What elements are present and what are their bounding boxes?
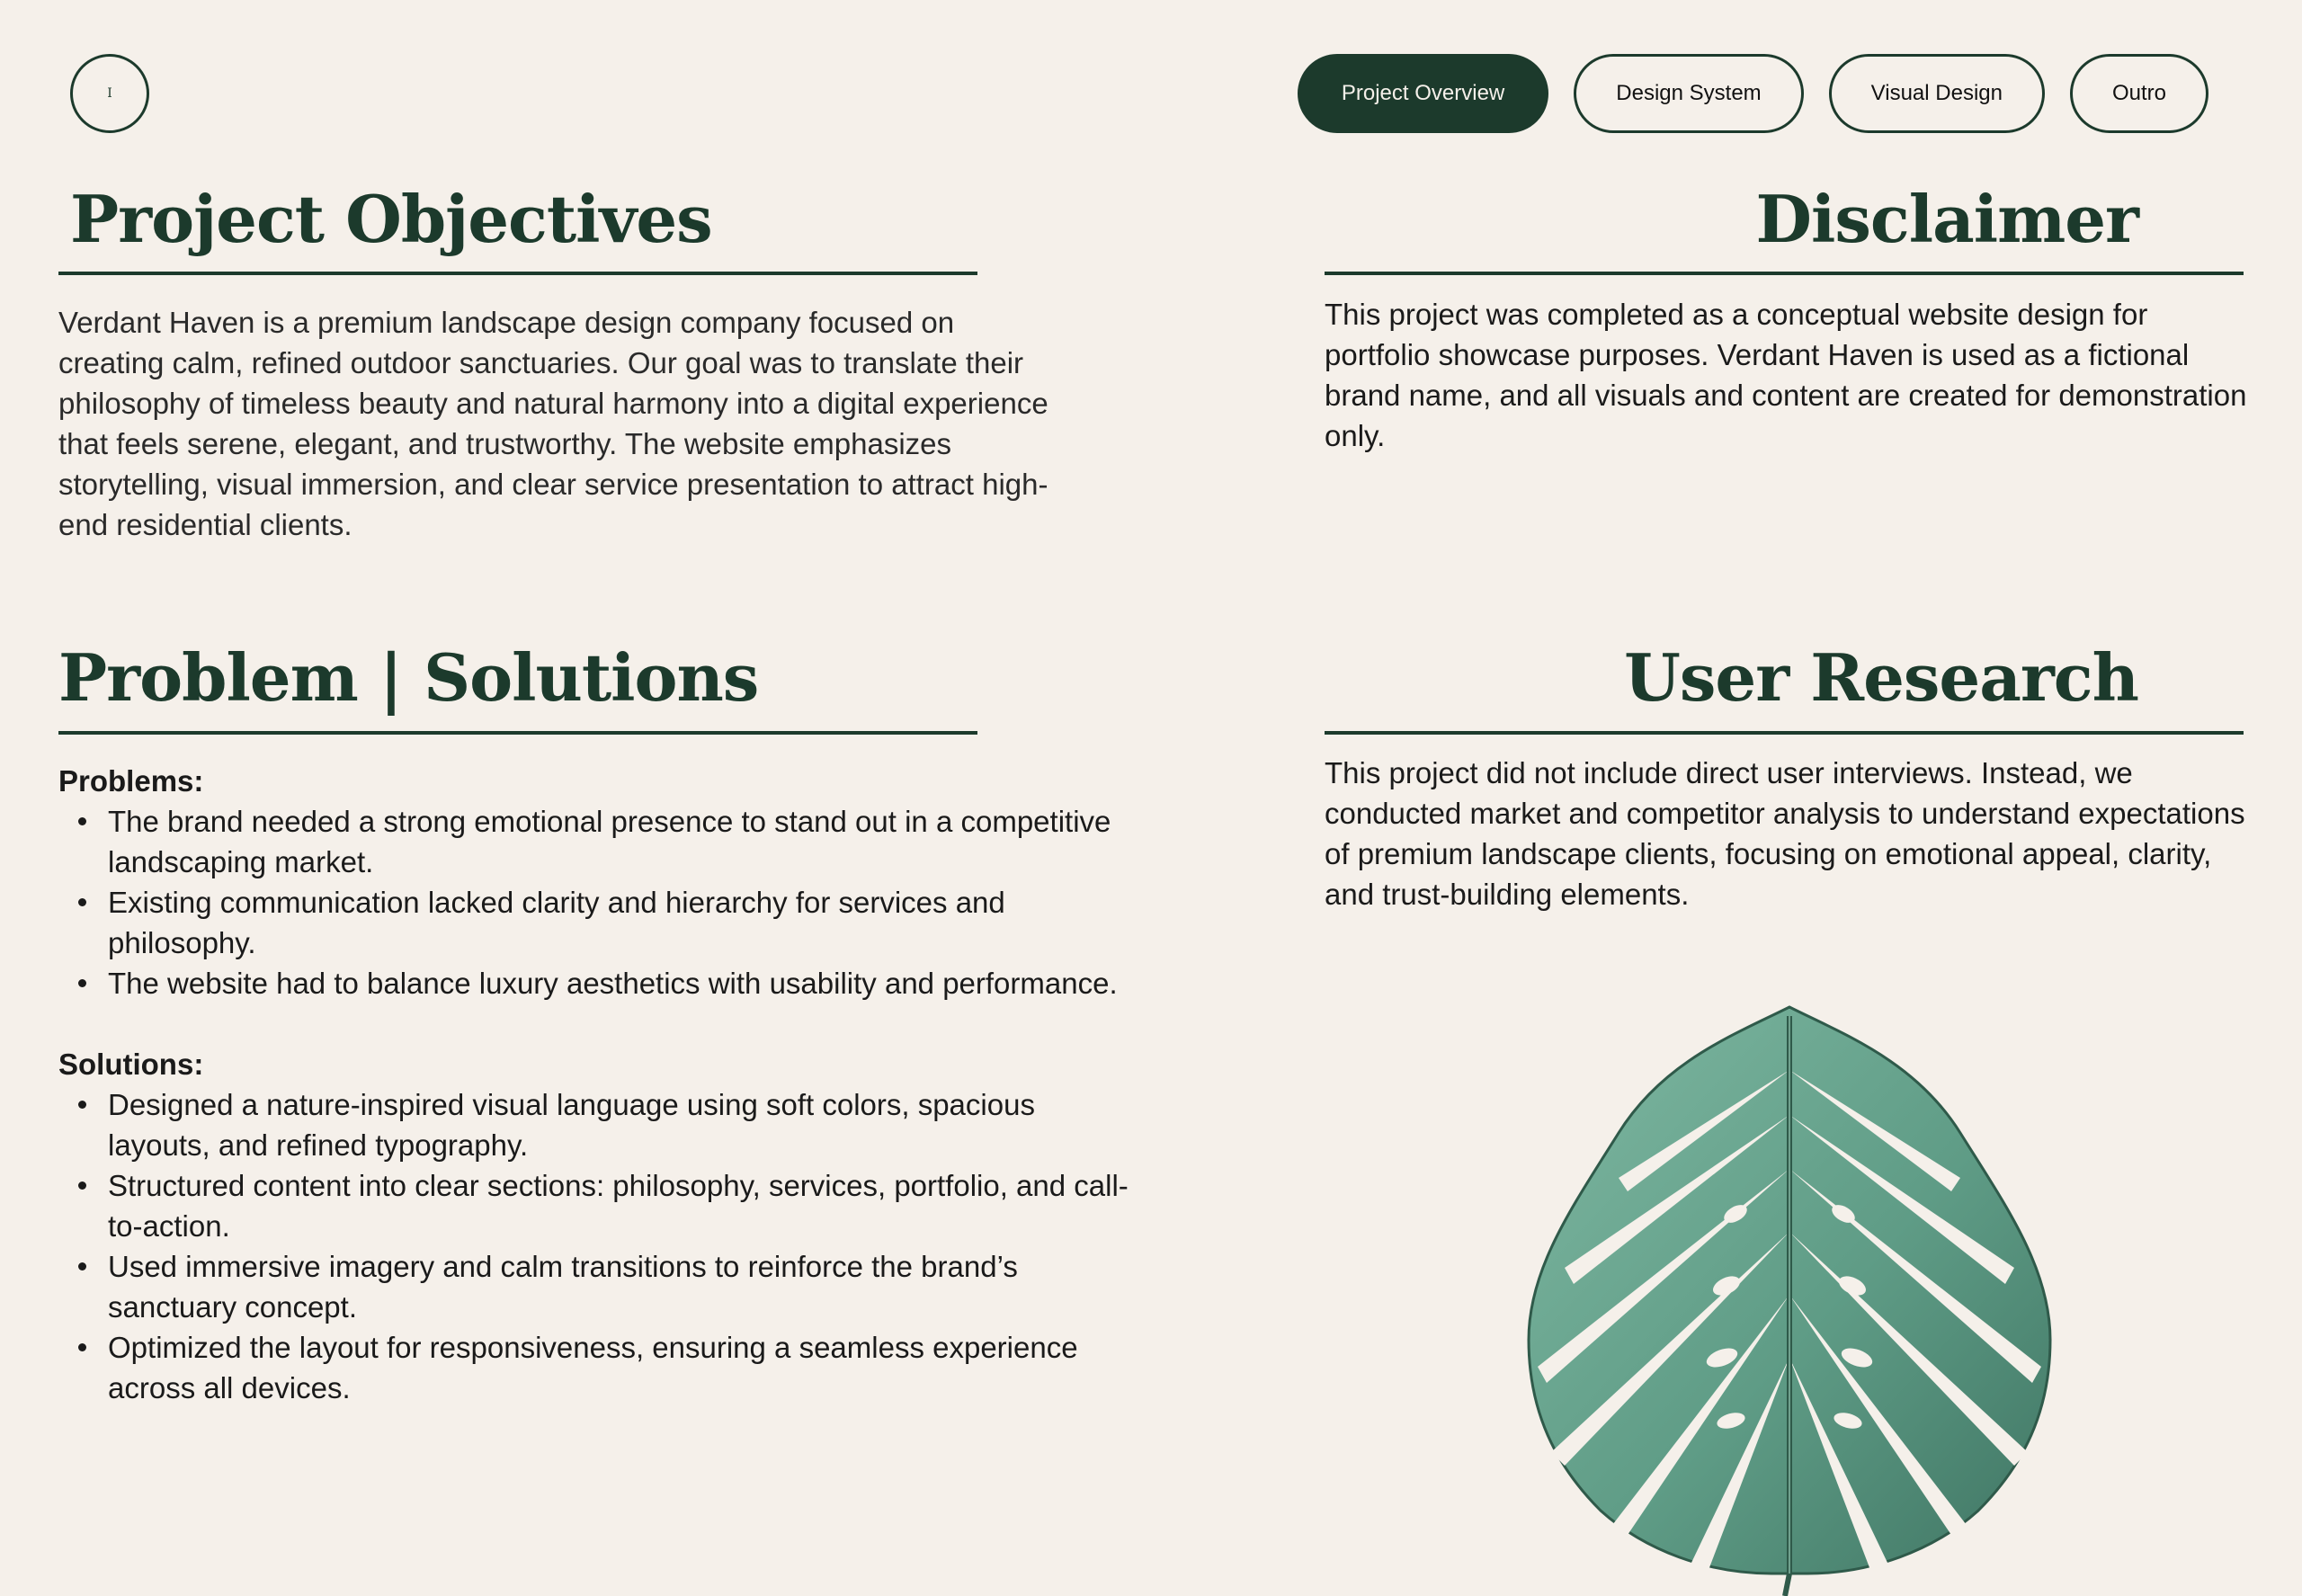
monstera-leaf-icon	[1511, 998, 2068, 1596]
page-number-badge: I	[70, 54, 149, 133]
nav-visual-design-button[interactable]: Visual Design	[1829, 54, 2045, 133]
problems-label: Problems:	[58, 764, 204, 798]
list-item: Structured content into clear sections: philosophy, services, portfolio, and call-to-action.	[58, 1165, 1138, 1246]
nav-design-system-button[interactable]: Design System	[1574, 54, 1803, 133]
problem-solutions-divider	[58, 731, 977, 735]
list-item: Used immersive imagery and calm transitions to reinforce the brand’s sanctuary concept.	[58, 1246, 1138, 1327]
user-research-heading: User Research	[1624, 639, 2138, 716]
top-nav	[1298, 54, 2208, 133]
user-research-divider	[1325, 731, 2244, 735]
objectives-body: Verdant Haven is a premium landscape design company focused on creating calm, refined outdoor sanctuaries. Our goal was to translate their philosophy of timeless beauty and natural harmony into a digital experience that feels serene, elegant, and trustworthy. The website emphasizes storytelling, visual immersion, and clear service presentation to attract high-end residential clients.	[58, 306, 1048, 541]
list-item: Optimized the layout for responsiveness, ensuring a seamless experience across all devices.	[58, 1327, 1138, 1408]
list-item: Designed a nature-inspired visual language using soft colors, spacious layouts, and refined typography.	[58, 1084, 1138, 1165]
user-research-body: This project did not include direct user interviews. Instead, we conducted market and competitor analysis to understand expectations of premium landscape clients, focusing on emotional appeal, clarity, and trust-building elements.	[1325, 756, 2245, 911]
solutions-list	[58, 1084, 1138, 1408]
disclaimer-heading: Disclaimer	[1755, 181, 2138, 257]
list-item: Existing communication lacked clarity and hierarchy for services and philosophy.	[58, 882, 1138, 963]
nav-outro-button[interactable]: Outro	[2070, 54, 2208, 133]
objectives-divider	[58, 272, 977, 275]
solutions-label: Solutions:	[58, 1048, 204, 1081]
problem-solutions-content	[58, 761, 1138, 1408]
nav-project-overview-button[interactable]: Project Overview	[1298, 54, 1548, 133]
problems-list	[58, 801, 1138, 1003]
problem-solutions-heading: Problem | Solutions	[58, 639, 759, 716]
disclaimer-divider	[1325, 272, 2244, 275]
disclaimer-body: This project was completed as a conceptual website design for portfolio showcase purposes. Verdant Haven is used as a fictional brand name, and all visuals and content are created for demonstration only.	[1325, 298, 2247, 452]
list-item: The website had to balance luxury aesthetics with usability and performance.	[58, 963, 1138, 1003]
objectives-heading: Project Objectives	[70, 181, 712, 257]
list-item: The brand needed a strong emotional presence to stand out in a competitive landscaping market.	[58, 801, 1138, 882]
